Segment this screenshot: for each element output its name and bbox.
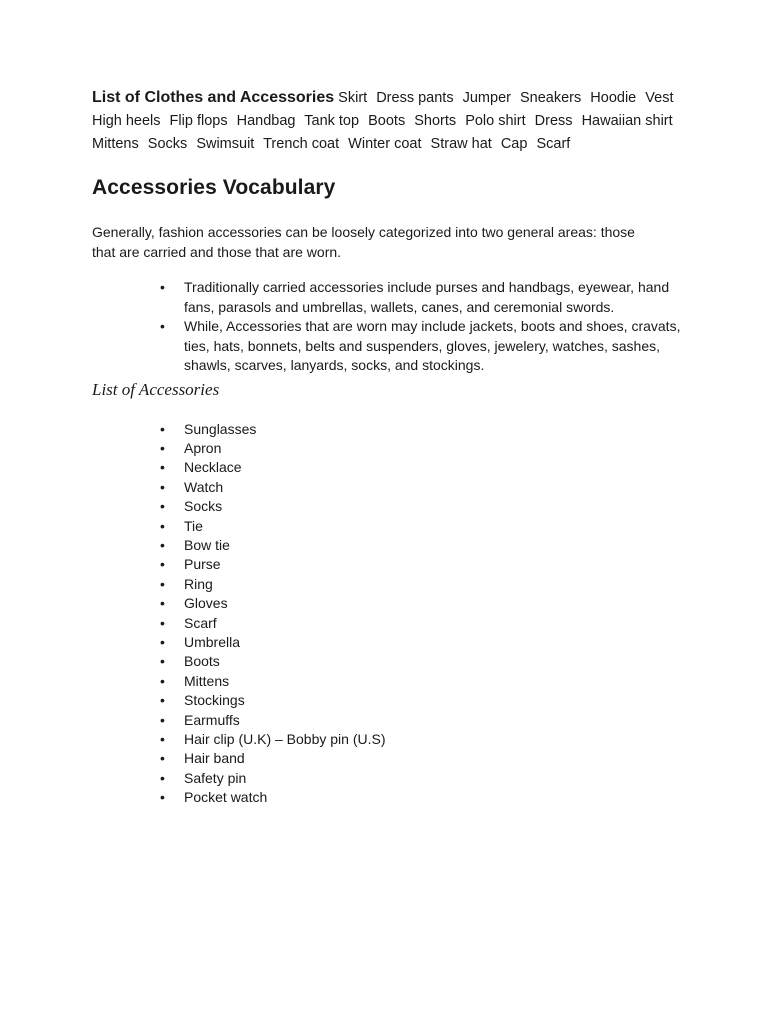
- bullet-dot-icon: •: [160, 595, 165, 612]
- bullet-dot-icon: •: [160, 478, 165, 495]
- list-item: [160, 575, 682, 594]
- bullet-text: While, Accessories that are worn may include jackets, boots and shoes, cravats, ties, hats, bonnets, belts and suspenders, gloves, jewelery, watches, sashes, shawls, scarves, lanyards, socks, and stockings.: [184, 318, 681, 373]
- section-title: Accessories Vocabulary: [92, 176, 336, 199]
- list-item: [160, 788, 682, 807]
- intro-item: Skirt: [338, 90, 368, 106]
- list-item-text: Safety pin: [184, 769, 247, 786]
- intro-item: Straw hat: [430, 136, 492, 152]
- intro-item: Sneakers: [520, 90, 582, 106]
- bullet-item: [160, 317, 682, 376]
- intro-item: Hawaiian shirt: [581, 113, 673, 129]
- document-page: [92, 86, 682, 808]
- bullet-dot-icon: •: [160, 439, 165, 456]
- intro-item: Mittens: [92, 136, 139, 152]
- bullet-dot-icon: •: [160, 318, 165, 334]
- list-item: [160, 555, 682, 574]
- list-item-text: Hair clip (U.K) – Bobby pin (U.S): [184, 731, 386, 747]
- list-item-text: Stockings: [184, 692, 245, 709]
- list-item: [160, 458, 682, 477]
- list-item-text: Gloves: [184, 595, 228, 612]
- list-item: [160, 478, 682, 497]
- bullet-dot-icon: •: [160, 672, 165, 689]
- accessories-list: [92, 420, 682, 808]
- bullet-dot-icon: •: [160, 633, 165, 650]
- intro-item: Hoodie: [590, 90, 637, 106]
- list-item: [160, 420, 682, 439]
- intro-item: Boots: [368, 113, 406, 129]
- section-bullets: [92, 278, 682, 376]
- bullet-dot-icon: •: [160, 692, 165, 709]
- intro-item: Vest: [645, 90, 674, 106]
- bullet-dot-icon: •: [160, 711, 165, 728]
- list-item-text: Apron: [184, 439, 222, 456]
- list-item-text: Sunglasses: [184, 420, 257, 437]
- intro-item: Swimsuit: [196, 136, 255, 152]
- list-item-text: Watch: [184, 478, 224, 495]
- list-item-text: Pocket watch: [184, 789, 268, 806]
- intro-item: Cap: [500, 136, 528, 152]
- intro-item: Handbag: [236, 113, 296, 129]
- intro-item: Trench coat: [263, 136, 340, 152]
- intro-item: Socks: [147, 136, 188, 152]
- bullet-dot-icon: •: [160, 517, 165, 534]
- list-item-text: Purse: [184, 556, 221, 573]
- bullet-item: [160, 278, 682, 317]
- bullet-dot-icon: •: [160, 789, 165, 806]
- bullet-dot-icon: •: [160, 459, 165, 476]
- intro-item: Jumper: [462, 90, 511, 106]
- intro-item: Tank top: [304, 113, 360, 129]
- list-item-text: Umbrella: [184, 633, 241, 650]
- intro-item: Flip flops: [169, 113, 228, 129]
- intro-paragraph: [92, 86, 682, 156]
- bullet-dot-icon: •: [160, 614, 165, 631]
- intro-item: Scarf: [536, 136, 571, 152]
- intro-item: Dress pants: [376, 90, 454, 106]
- bullet-dot-icon: •: [160, 731, 165, 747]
- list-item: [160, 749, 682, 768]
- intro-item: Winter coat: [348, 136, 422, 152]
- list-item: [160, 652, 682, 671]
- list-item: [160, 594, 682, 613]
- section-paragraph: Generally, fashion accessories can be loosely categorized into two general areas: those that are carried and those that are worn.: [92, 224, 635, 260]
- list-item-text: Tie: [184, 517, 203, 534]
- list-item: [160, 517, 682, 536]
- list-item: [160, 497, 682, 516]
- list-item-text: Socks: [184, 498, 223, 515]
- bullet-dot-icon: •: [160, 498, 165, 515]
- list-item: [160, 536, 682, 555]
- list-item-text: Bow tie: [184, 536, 230, 553]
- list-item-text: Boots: [184, 653, 220, 670]
- intro-item: Dress: [534, 113, 573, 129]
- list-item: [160, 672, 682, 691]
- intro-item: Shorts: [414, 113, 457, 129]
- bullet-dot-icon: •: [160, 653, 165, 670]
- list-item: [160, 730, 682, 749]
- list-item-text: Ring: [184, 575, 213, 592]
- bullet-dot-icon: •: [160, 420, 165, 437]
- bullet-dot-icon: •: [160, 556, 165, 573]
- bullet-text: Traditionally carried accessories include purses and handbags, eyewear, hand fans, parasols and umbrellas, wallets, canes, and ceremonial swords.: [184, 279, 670, 315]
- bullet-dot-icon: •: [160, 536, 165, 553]
- list-item-text: Mittens: [184, 672, 230, 689]
- list-item-text: Earmuffs: [184, 711, 240, 728]
- list-item-text: Necklace: [184, 459, 242, 476]
- bullet-dot-icon: •: [160, 575, 165, 592]
- list-item: [160, 691, 682, 710]
- list-item: [160, 439, 682, 458]
- list-item-text: Hair band: [184, 750, 245, 767]
- list-item: [160, 769, 682, 788]
- bullet-dot-icon: •: [160, 769, 165, 786]
- list-item: [160, 633, 682, 652]
- intro-item: High heels: [92, 113, 161, 129]
- intro-title: List of Clothes and Accessories: [92, 89, 335, 106]
- list-item-text: Scarf: [184, 614, 217, 631]
- list-heading: List of Accessories: [92, 379, 220, 399]
- list-item: [160, 614, 682, 633]
- bullet-dot-icon: •: [160, 750, 165, 767]
- list-item: [160, 711, 682, 730]
- bullet-dot-icon: •: [160, 279, 165, 295]
- intro-item: Polo shirt: [465, 113, 526, 129]
